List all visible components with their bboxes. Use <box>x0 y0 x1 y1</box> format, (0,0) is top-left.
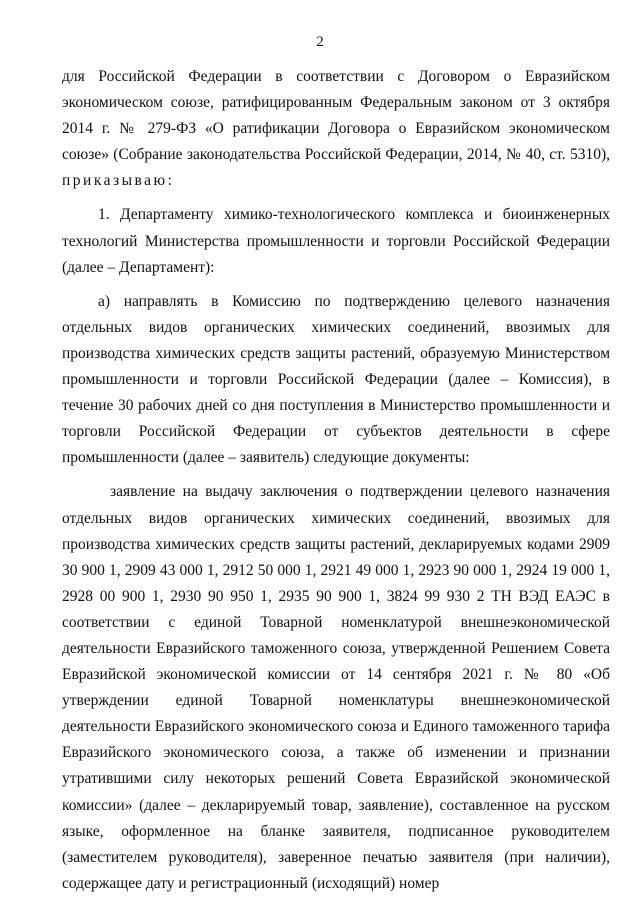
order-word: приказываю <box>62 172 168 190</box>
paragraph-item-1: 1. Департаменту химико-технологического комплекса и биоинженерных технологий Министерства промышленности и торговли Российской Федерации (далее – Департамент): <box>62 206 610 276</box>
page-number: 2 <box>316 34 324 50</box>
paragraph-application: заявление на выдачу заключения о подтверждении целевого назначения отдельных видов органических химических соединений, ввозимых для производства химических средств защиты растений, декларируемых кодами 2909 30 900 1, 2909 43 000 1, 2912 50 000 1, 2921 49 000 1, 2923 90 000 1, 2924 19 000 1, 2928 00 900 1, 2930 90 950 1, 2935 90 900 1, 3824 99 930 2 ТН ВЭД ЕАЭС в соответствии с единой Товарной номенклатурой внешнеэкономической деятельности Евразийского таможенного союза, утвержденной Решением Совета Евразийской экономической комиссии от 14 сентября 2021 г. № 80 «Об утверждении единой Товарной номенклатуры внешнеэкономической деятельности Евразийского экономического союза и Единого таможенного тарифа Евразийского экономического союза, а также об изменении и признании утратившими силу некоторых решений Совета Евразийской экономической комиссии» (далее – декларируемый товар, заявление), составленное на русском языке, оформленное на бланке заявителя, подписанное руководителем (заместителем руководителя), заверенное печатью заявителя (при наличии), содержащее дату и регистрационный (исходящий) номер <box>62 483 610 892</box>
paragraph-subitem-a: а) направлять в Комиссию по подтверждению целевого назначения отдельных видов органических химических соединений, ввозимых для производства химических средств защиты растений, образуемую Министерством промышленности и торговли Российской Федерации (далее – Комиссия), в течение 30 рабочих дней со дня поступления в Министерство промышленности и торговли Российской Федерации от субъектов деятельности в сфере промышленности (далее – заявитель) следующие документы: <box>62 292 610 467</box>
document-body <box>62 64 610 897</box>
order-word-colon: : <box>167 172 172 190</box>
paragraph-intro-text: для Российской Федерации в соответствии с Договором о Евразийском экономическом союзе, ратифицированным Федеральным законом от 3 октября 2014 г. № 279-ФЗ «О ратификации Договора о Евразийском экономическом союзе» (Собрание законодательства Российской Федерации, 2014, № 40, ст. 5310), <box>62 68 610 164</box>
paragraph-intro-continuation <box>62 64 610 194</box>
